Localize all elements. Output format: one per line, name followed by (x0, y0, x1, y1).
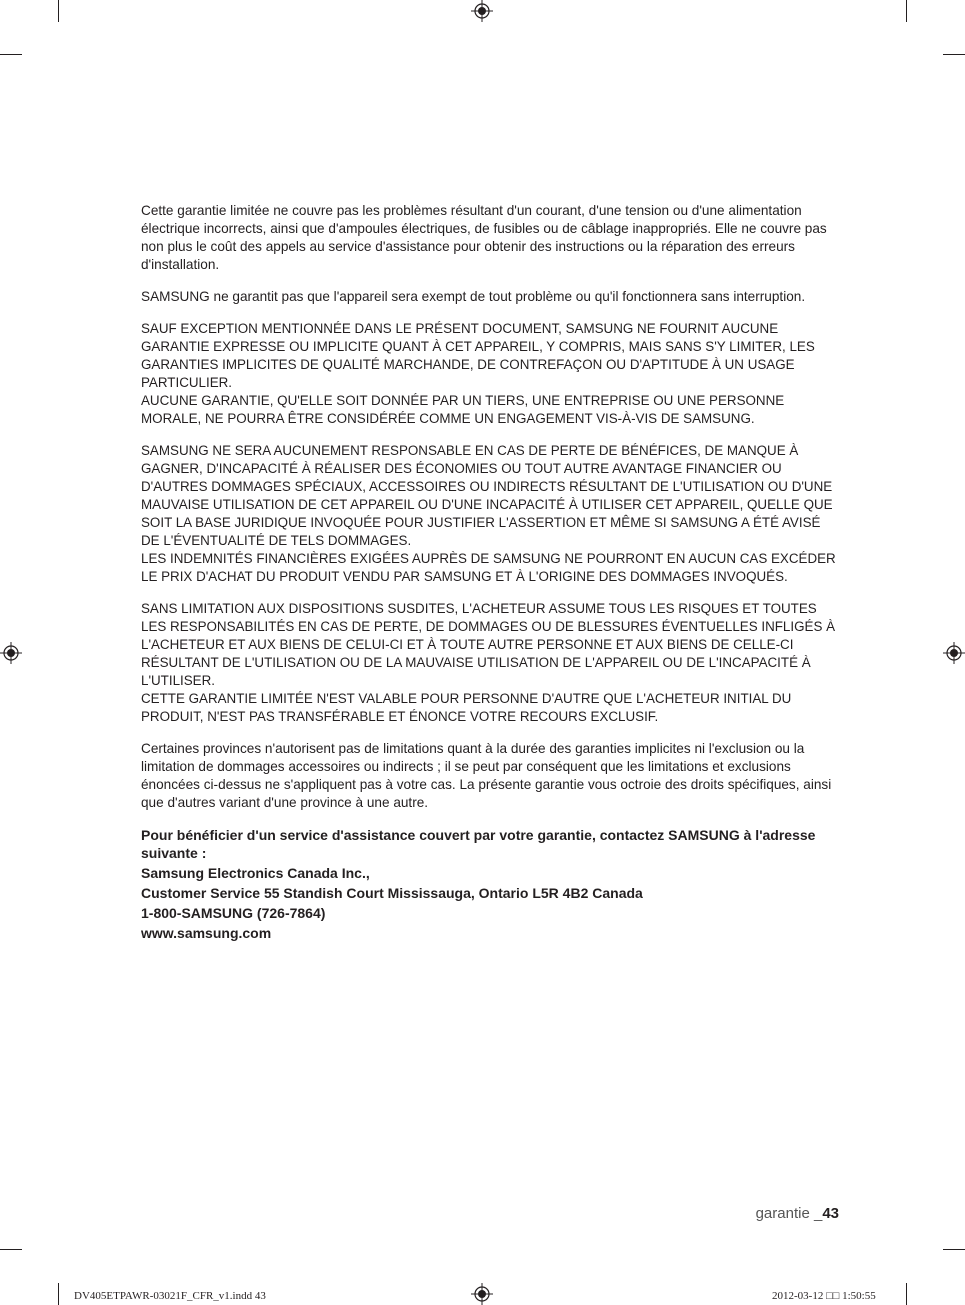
registration-mark-icon (471, 1283, 493, 1305)
paragraph-no-express-warranty: SAUF EXCEPTION MENTIONNÉE DANS LE PRÉSENT DOCUMENT, SAMSUNG NE FOURNIT AUCUNE GARANTIE EXPRESSE OU IMPLICITE QUANT À CET APPAREIL, Y COMPRIS, MAIS SANS S'Y LIMITER, LES GARANTIES IMPLICITES DE QUALITÉ MARCHANDE, DE CONTREFAÇON OU D'APTITUDE À UN USAGE PARTICULIER. (141, 321, 815, 390)
contact-website[interactable]: www.samsung.com (141, 925, 272, 941)
crop-mark (58, 0, 59, 22)
crop-mark (0, 54, 22, 55)
slug-file-name: DV405ETPAWR-03021F_CFR_v1.indd 43 (74, 1290, 266, 1302)
paragraph-electrical-exclusion: Cette garantie limitée ne couvre pas les problèmes résultant d'un courant, d'une tension ou d'une alimentation électrique incorrects, ainsi que d'ampoules électriques, de fusibles ou de câblage inappropriés. Elle ne couvre pas non plus le coût des appels au service d'assistance pour obtenir des instructions ou la réparation des erreurs d'installation. (141, 203, 827, 272)
crop-mark (0, 1249, 22, 1250)
paragraph-no-guarantee-uninterrupted: SAMSUNG ne garantit pas que l'appareil sera exempt de tout problème ou qu'il fonctionnera sans interruption. (141, 289, 806, 304)
crop-mark (943, 54, 965, 55)
page-folio (756, 1205, 839, 1222)
slug-timestamp: 2012-03-12 □□ 1:50:55 (772, 1290, 876, 1302)
paragraph-provincial-rights: Certaines provinces n'autorisent pas de limitations quant à la durée des garanties implicites ni l'exclusion ou la limitation de dommages accessoires ou indirects ; il se peut par conséquent que les limitations et exclusions énoncées ci-dessus ne s'appliquent pas à votre cas. La présente garantie vous octroie des droits spécifiques, ainsi que d'autres variant d'une province à une autre. (141, 741, 832, 810)
paragraph-indemnity-cap: LES INDEMNITÉS FINANCIÈRES EXIGÉES AUPRÈS DE SAMSUNG NE POURRONT EN AUCUN CAS EXCÉDER LE PRIX D'ACHAT DU PRODUIT VENDU PAR SAMSUNG ET À L'ORIGINE DES DOMMAGES INVOQUÉS. (141, 551, 836, 584)
contact-address: Customer Service 55 Standish Court Mississauga, Ontario L5R 4B2 Canada (141, 885, 643, 901)
paragraph-third-party-warranty: AUCUNE GARANTIE, QU'ELLE SOIT DONNÉE PAR UN TIERS, UNE ENTREPRISE OU UNE PERSONNE MORALE, NE POURRA ÊTRE CONSIDÉRÉE COMME UN ENGAGEMENT VIS-À-VIS DE SAMSUNG. (141, 393, 785, 426)
paragraph-non-transferable: CETTE GARANTIE LIMITÉE N'EST VALABLE POUR PERSONNE D'AUTRE QUE L'ACHETEUR INITIAL DU PRODUIT, N'EST PAS TRANSFÉRABLE ET ÉNONCE VOTRE RECOURS EXCLUSIF. (141, 691, 792, 724)
folio-section: garantie _ (755, 1205, 823, 1222)
warranty-text-body (141, 202, 841, 944)
contact-company: Samsung Electronics Canada Inc., (141, 865, 370, 881)
registration-mark-icon (943, 642, 965, 664)
contact-block (141, 826, 841, 942)
contact-intro: Pour bénéficier d'un service d'assistance couvert par votre garantie, contactez SAMSUNG à l'adresse suivante : (141, 827, 816, 861)
registration-mark-icon (0, 642, 22, 664)
paragraph-liability-limitation: SAMSUNG NE SERA AUCUNEMENT RESPONSABLE EN CAS DE PERTE DE BÉNÉFICES, DE MANQUE À GAGNER, D'INCAPACITÉ À RÉALISER DES ÉCONOMIES OU TOUT AUTRE AVANTAGE FINANCIER OU D'AUTRES DOMMAGES SPÉCIAUX, ACCESSOIRES OU INDIRECTS RÉSULTANT DE L'UTILISATION OU D'UNE MAUVAISE UTILISATION DE CET APPAREIL OU D'UNE INCAPACITÉ À UTILISER CET APPAREIL, QUELLE QUE SOIT LA BASE JURIDIQUE INVOQUÉE POUR JUSTIFIER L'ASSERTION ET MÊME SI SAMSUNG A ÉTÉ AVISÉ DE L'ÉVENTUALITÉ DE TELS DOMMAGES. (141, 443, 833, 548)
registration-mark-icon (471, 0, 493, 22)
crop-mark (58, 1283, 59, 1305)
crop-mark (906, 1283, 907, 1305)
folio-page-number: 43 (822, 1205, 839, 1222)
crop-mark (906, 0, 907, 22)
paragraph-buyer-assumes-risk: SANS LIMITATION AUX DISPOSITIONS SUSDITES, L'ACHETEUR ASSUME TOUS LES RISQUES ET TOUTES LES RESPONSABILITÉS EN CAS DE PERTE, DE DOMMAGES OU DE BLESSURES ÉVENTUELLES INFLIGÉS À L'ACHETEUR ET AUX BIENS DE CELUI-CI ET À TOUTE AUTRE PERSONNE ET AUX BIENS DE CELLE-CI RÉSULTANT DE L'UTILISATION OU DE LA MAUVAISE UTILISATION DE L'APPAREIL OU DE L'INCAPACITÉ À L'UTILISER. (141, 601, 836, 688)
crop-mark (943, 1249, 965, 1250)
contact-phone: 1-800-SAMSUNG (726-7864) (141, 905, 326, 921)
